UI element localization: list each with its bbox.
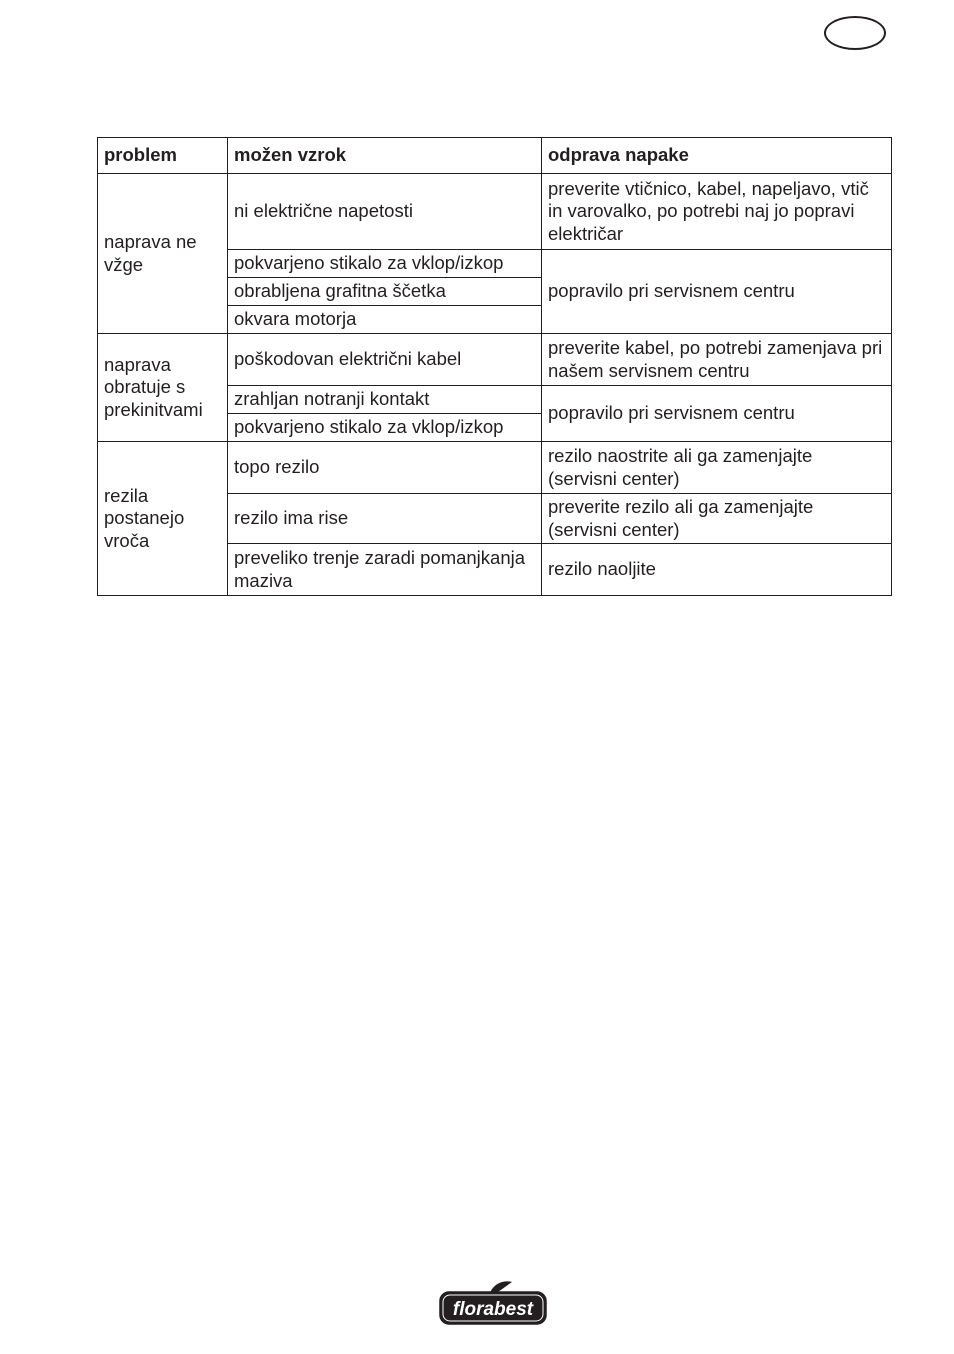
header-cause: možen vzrok [228, 138, 542, 174]
country-badge [824, 16, 886, 50]
remedy-cell: preverite kabel, po potrebi zamenjava pri našem servisnem centru [542, 334, 892, 386]
cause-cell: zrahljan notranji kontakt [228, 386, 542, 414]
cause-cell: topo rezilo [228, 442, 542, 494]
remedy-cell: preverite vtičnico, kabel, napeljavo, vtič in varovalko, po potrebi naj jo popravi električar [542, 174, 892, 250]
remedy-cell: rezilo naoljite [542, 544, 892, 596]
cause-cell: pokvarjeno stikalo za vklop/izkop [228, 250, 542, 278]
header-remedy: odprava napake [542, 138, 892, 174]
cause-cell: okvara motorja [228, 306, 542, 334]
florabest-logo [438, 1280, 548, 1326]
troubleshooting-table [97, 137, 892, 596]
cause-cell: obrabljena grafitna ščetka [228, 278, 542, 306]
logo-text: florabest [452, 1299, 534, 1320]
remedy-cell: popravilo pri servisnem centru [542, 250, 892, 334]
cause-cell: poškodovan električni kabel [228, 334, 542, 386]
cause-cell: ni električne napetosti [228, 174, 542, 250]
remedy-cell: popravilo pri servisnem centru [542, 386, 892, 442]
table-row [98, 174, 892, 250]
header-problem: problem [98, 138, 228, 174]
problem-cell: naprava ne vžge [98, 174, 228, 334]
remedy-cell: rezilo naostrite ali ga zamenjajte (servisni center) [542, 442, 892, 494]
table-row [98, 442, 892, 494]
cause-cell: rezilo ima rise [228, 494, 542, 544]
remedy-cell: preverite rezilo ali ga zamenjajte (servisni center) [542, 494, 892, 544]
problem-cell: naprava obratuje s prekinitvami [98, 334, 228, 442]
table-row [98, 334, 892, 386]
table-header-row [98, 138, 892, 174]
problem-cell: rezila postanejo vroča [98, 442, 228, 596]
cause-cell: pokvarjeno stikalo za vklop/izkop [228, 414, 542, 442]
cause-cell: preveliko trenje zaradi pomanjkanja maziva [228, 544, 542, 596]
